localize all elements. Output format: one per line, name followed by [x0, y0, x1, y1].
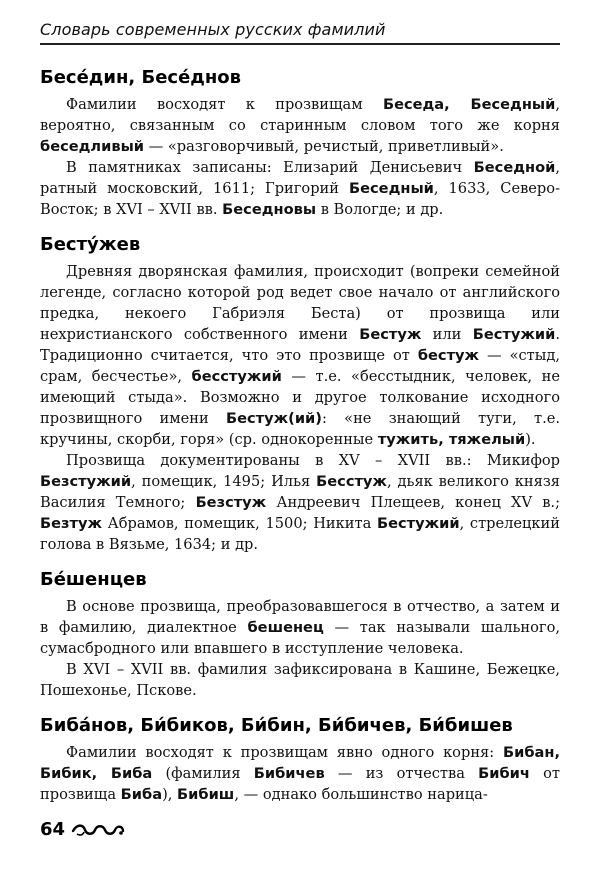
text-run: или [421, 326, 473, 343]
entry-paragraph [40, 659, 560, 701]
text-run: — из отчества [324, 765, 479, 782]
entry-paragraph [40, 261, 560, 450]
text-run: Древняя дворянская фамилия, происходит (вопреки семейной легенде, согласно которой род ведет свое начало от английского предка, некоего Габриэля Беста) от прозвища или нехристианского собственного имени [40, 263, 560, 343]
text-run: ), [162, 786, 178, 803]
bold-term: бесстужий [191, 368, 282, 385]
entry-title: Бесе́дин, Бесе́днов [40, 67, 242, 88]
bold-term: Биба [120, 786, 163, 803]
text-run: Фамилии восходят к прозвищам [66, 96, 383, 113]
page-number: 64 [40, 819, 66, 840]
entry-paragraph [40, 450, 560, 555]
bold-term: Бибич [478, 765, 530, 782]
text-run: Абрамов, помещик, 1500; Никита [102, 515, 377, 532]
bold-term: Бестуж(ий) [225, 410, 322, 427]
text-run: , вероятно, связанным со старинным словом того же корня [40, 96, 560, 134]
entry-title: Бе́шенцев [40, 569, 147, 590]
bold-term: Беседа, Беседный [382, 96, 556, 113]
entry-beshentsev [40, 569, 560, 701]
entry-paragraph [40, 157, 560, 220]
text-run: — т.е. «бесстыдник, человек, не имеющий стыда». Возможно и другое толкование исходного прозвищного имени [40, 368, 561, 427]
bold-term: бестуж [417, 347, 480, 364]
text-run: — «стыд, срам, бесчестье», [40, 347, 560, 385]
page-footer [40, 819, 125, 840]
text-run: (фамилия [152, 765, 254, 782]
text-run: Прозвища документированы в XV – XVII вв.: Микифор [66, 452, 560, 469]
bold-term: Бесстуж [316, 473, 387, 490]
text-run: Андреевич Плещеев, конец XV в.; [266, 494, 560, 511]
bold-term: Безстуж [195, 494, 267, 511]
bold-term: Бестуж [359, 326, 422, 343]
bold-term: Бестужий [472, 326, 556, 343]
text-run: В основе прозвища, преобразовавшегося в отчество, а затем и в фамилию, диалектное [40, 598, 560, 636]
bold-term: Бибиш [177, 786, 235, 803]
text-run: В XVI – XVII вв. фамилия зафиксирована в Кашине, Бежецке, Пошехонье, Пскове. [40, 661, 560, 699]
entry-title: Биба́нов, Би́биков, Би́бин, Би́бичев, Би́бишев [40, 715, 513, 736]
entry-beseдin [40, 67, 560, 220]
entry-paragraph [40, 94, 560, 157]
scroll-ornament-icon [71, 822, 125, 838]
bold-term: бешенец [247, 619, 324, 636]
text-run: , 1633, Северо-Восток; в XVI – XVII вв. [40, 180, 560, 218]
running-head: Словарь современных русских фамилий [40, 18, 560, 45]
bold-term: Беседный [349, 180, 434, 197]
entry-bibanov [40, 715, 560, 805]
text-run: В памятниках записаны: Елизарий Денисьевич [66, 159, 474, 176]
text-run: — «разговорчивый, речистый, приветливый». [144, 138, 504, 155]
book-page [40, 18, 560, 868]
text-run: , дьяк великого князя Василия Темного; [40, 473, 560, 511]
bold-term: Бибичев [253, 765, 325, 782]
text-run: в Вологде; и др. [316, 201, 444, 218]
text-run: от прозвища [40, 765, 560, 803]
bold-term: Беседновы [222, 201, 317, 218]
text-run: Фамилии восходят к прозвищам явно одного корня: [66, 744, 503, 761]
entry-paragraph [40, 596, 560, 659]
entry-paragraph [40, 742, 560, 805]
text-run: , ратный московский, 1611; Григорий [40, 159, 560, 197]
entry-title: Бесту́жев [40, 234, 141, 255]
bold-term: Безстужий [40, 473, 132, 490]
text-run: , — однако большинство нарица- [234, 786, 488, 803]
bold-term: тужить, тяжелый [377, 431, 526, 448]
text-run: , стрелецкий голова в Вязьме, 1634; и др. [40, 515, 560, 553]
bold-term: Беседной [473, 159, 556, 176]
text-run: , помещик, 1495; Илья [131, 473, 317, 490]
text-run: — так называли шального, сумасбродного или впавшего в исступление человека. [40, 619, 560, 657]
text-run: ). [525, 431, 536, 448]
text-run: . Традиционно считается, что это прозвище от [40, 326, 560, 364]
entry-bestuzhev [40, 234, 560, 555]
text-run: : «не знающий туги, т.е. кручины, скорби, горя» (ср. однокоренные [40, 410, 561, 448]
bold-term: беседливый [40, 138, 144, 155]
bold-term: Бибан, Бибик, Биба [40, 744, 560, 782]
bold-term: Бестужий [376, 515, 460, 532]
bold-term: Безтуж [40, 515, 102, 532]
